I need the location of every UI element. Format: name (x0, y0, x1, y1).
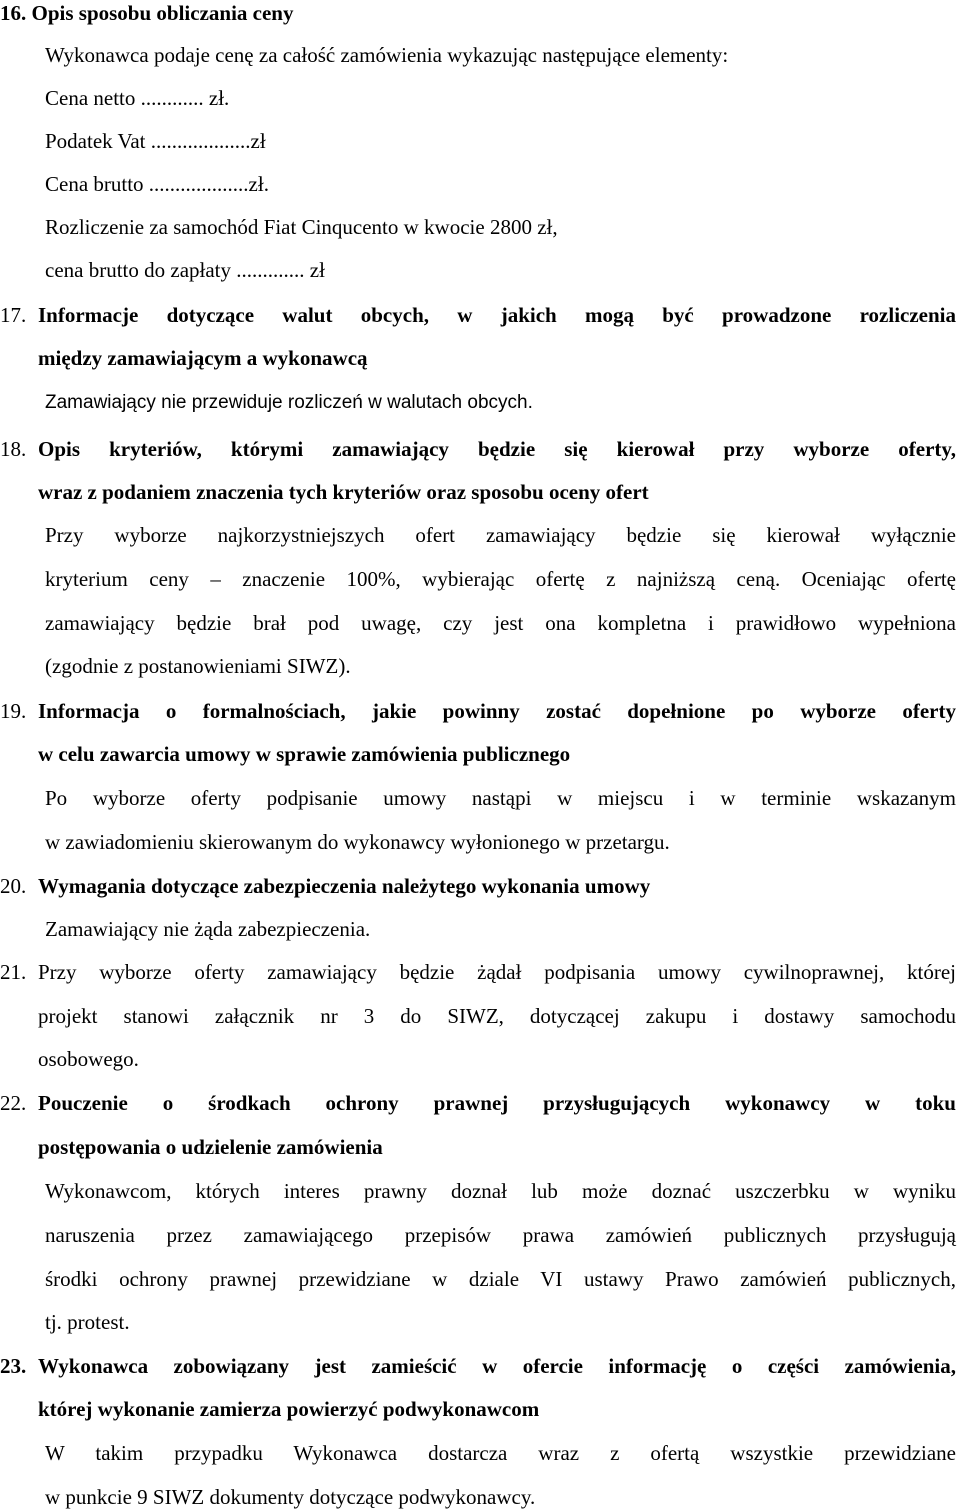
section-19-body-2: w zawiadomieniu skierowanym do wykonawcy wyłonionego w przetargu. (45, 830, 670, 854)
section-17-number: 17. (0, 303, 27, 327)
section-20-title: Wymagania dotyczące zabezpieczenia należytego wykonania umowy (38, 874, 651, 898)
section-23-body-1: W takim przypadku Wykonawca dostarcza wraz z ofertą wszystkie przewidziane (45, 1441, 956, 1465)
section-number: 16. (0, 1, 27, 25)
s16-line-6: cena brutto do zapłaty ............. zł (45, 258, 325, 282)
section-22-body-3: środki ochrony prawnej przewidziane w dziale VI ustawy Prawo zamówień publicznych, (45, 1267, 956, 1291)
section-17-body: Zamawiający nie przewiduje rozliczeń w walutach obcych. (45, 392, 533, 413)
section-22-body-1: Wykonawcom, których interes prawny doznał lub może doznać uszczerbku w wyniku (45, 1179, 956, 1203)
section-22-title-1: Pouczenie o środkach ochrony prawnej przysługujących wykonawcy w toku (38, 1091, 956, 1115)
section-23-title-1: Wykonawca zobowiązany jest zamieścić w ofercie informację o części zamówienia, (38, 1354, 956, 1378)
section-22-body-2: naruszenia przez zamawiającego przepisów prawa zamówień publicznych przysługują (45, 1223, 956, 1247)
section-23-number: 23. (0, 1354, 27, 1378)
s16-line-4: Cena brutto ...................zł. (45, 172, 269, 196)
section-18-body-1: Przy wyborze najkorzystniejszych ofert zamawiający będzie się kierował wyłącznie (45, 523, 956, 547)
section-20-number: 20. (0, 874, 27, 898)
section-17-title-2: między zamawiającym a wykonawcą (38, 346, 368, 370)
section-18-body-4: (zgodnie z postanowieniami SIWZ). (45, 654, 351, 678)
section-19-title-1: Informacja o formalnościach, jakie powinny zostać dopełnione po wyborze oferty (38, 699, 956, 723)
section-18-number: 18. (0, 437, 27, 461)
section-20-body: Zamawiający nie żąda zabezpieczenia. (45, 917, 371, 941)
section-18-title-1: Opis kryteriów, którymi zamawiający będzie się kierował przy wyborze oferty, (38, 437, 956, 461)
section-18-body-2: kryterium ceny – znaczenie 100%, wybierając ofertę z najniższą ceną. Oceniając ofertę (45, 567, 956, 591)
section-22-title-2: postępowania o udzielenie zamówienia (38, 1135, 383, 1159)
section-21-body-3: osobowego. (38, 1047, 139, 1071)
section-17-title-1: Informacje dotyczące walut obcych, w jakich mogą być prowadzone rozliczenia (38, 303, 956, 327)
section-22-body-4: tj. protest. (45, 1310, 130, 1334)
section-19-number: 19. (0, 699, 27, 723)
section-23-title-2: której wykonanie zamierza powierzyć podwykonawcom (38, 1397, 540, 1421)
section-21-body-1: Przy wyborze oferty zamawiający będzie żądał podpisania umowy cywilnoprawnej, której (38, 960, 956, 984)
s16-line-1: Wykonawca podaje cenę za całość zamówienia wykazując następujące elementy: (45, 43, 729, 67)
section-22-number: 22. (0, 1091, 27, 1115)
section-21-body-2: projekt stanowi załącznik nr 3 do SIWZ, dotyczącej zakupu i dostawy samochodu (38, 1004, 956, 1028)
section-19-body-1: Po wyborze oferty podpisanie umowy nastąpi w miejscu i w terminie wskazanym (45, 786, 956, 810)
section-18-body-3: zamawiający będzie brał pod uwagę, czy jest ona kompletna i prawidłowo wypełniona (45, 611, 956, 635)
section-19-title-2: w celu zawarcia umowy w sprawie zamówienia publicznego (38, 742, 571, 766)
s16-line-5: Rozliczenie za samochód Fiat Cinqucento w kwocie 2800 zł, (45, 215, 558, 239)
section-23-body-2: w punkcie 9 SIWZ dokumenty dotyczące podwykonawcy. (45, 1485, 536, 1509)
section-21-number: 21. (0, 960, 27, 984)
s16-line-3: Podatek Vat ...................zł (45, 129, 266, 153)
s16-line-2: Cena netto ............ zł. (45, 86, 230, 110)
section-title: Opis sposobu obliczania ceny (31, 1, 294, 25)
section-16-heading (0, 0, 293, 26)
section-18-title-2: wraz z podaniem znaczenia tych kryteriów oraz sposobu oceny ofert (38, 480, 649, 504)
